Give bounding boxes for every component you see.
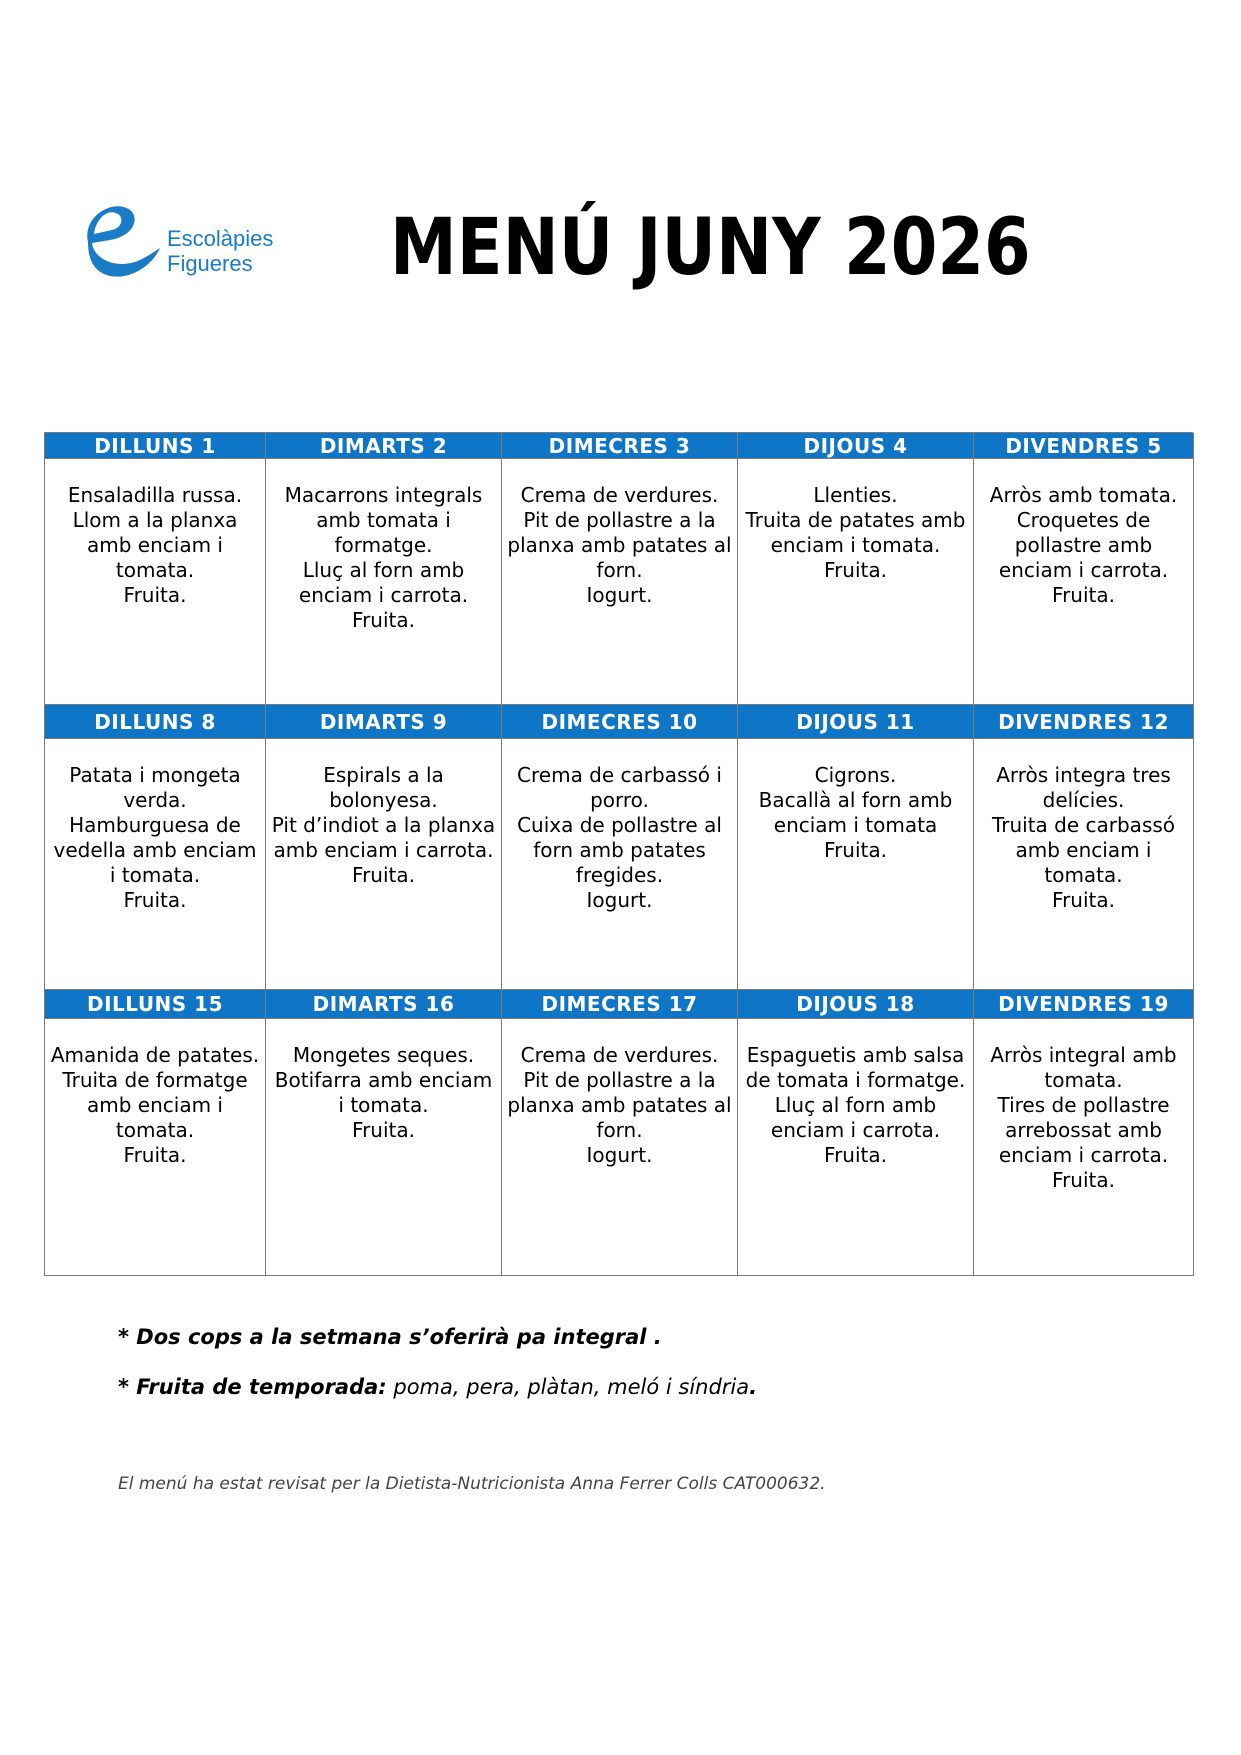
day-menu: Ensaladilla russa. Llom a la planxa amb enciam i tomata. Fruita. [45, 459, 266, 705]
day-menu: Espirals a la bolonyesa. Pit d’indiot a la planxa amb enciam i carrota. Fruita. [266, 739, 502, 990]
day-menu: Patata i mongeta verda. Hamburguesa de vedella amb enciam i tomata. Fruita. [45, 739, 266, 990]
note-fruit-list: poma, pera, plàtan, meló i síndria [386, 1375, 750, 1399]
day-header: DIVENDRES 12 [974, 705, 1194, 739]
day-menu: Llenties. Truita de patates amb enciam i tomata. Fruita. [738, 459, 974, 705]
note-fruit [118, 1374, 1118, 1400]
day-menu: Espaguetis amb salsa de tomata i formatge. Lluç al forn amb enciam i carrota. Fruita. [738, 1019, 974, 1276]
day-header: DIVENDRES 19 [974, 990, 1194, 1019]
day-menu: Crema de verdures. Pit de pollastre a la planxa amb patates al forn. Iogurt. [502, 459, 738, 705]
day-header: DIJOUS 18 [738, 990, 974, 1019]
note-bread-text: * Dos cops a la setmana s’oferirà pa integral . [118, 1325, 662, 1349]
day-menu: Crema de carbassó i porro. Cuixa de pollastre al forn amb patates fregides. Iogurt. [502, 739, 738, 990]
logo-text [167, 226, 273, 276]
day-header: DIMECRES 3 [502, 433, 738, 459]
note-fruit-end: . [749, 1375, 758, 1399]
day-header: DIVENDRES 5 [974, 433, 1194, 459]
menu-table [44, 432, 1193, 1276]
day-header: DILLUNS 1 [45, 433, 266, 459]
day-menu: Crema de verdures. Pit de pollastre a la planxa amb patates al forn. Iogurt. [502, 1019, 738, 1276]
day-menu: Amanida de patates. Truita de formatge amb enciam i tomata. Fruita. [45, 1019, 266, 1276]
day-header: DILLUNS 15 [45, 990, 266, 1019]
day-menu: Macarrons integrals amb tomata i formatge. Lluç al forn amb enciam i carrota. Fruita. [266, 459, 502, 705]
day-header: DIMECRES 10 [502, 705, 738, 739]
day-header: DIMARTS 9 [266, 705, 502, 739]
day-header: DILLUNS 8 [45, 705, 266, 739]
escolapies-e-logo-icon [78, 196, 164, 280]
day-menu: Cigrons. Bacallà al forn amb enciam i tomata Fruita. [738, 739, 974, 990]
day-menu: Mongetes seques. Botifarra amb enciam i tomata. Fruita. [266, 1019, 502, 1276]
day-menu: Arròs integral amb tomata. Tires de pollastre arrebossat amb enciam i carrota. Fruita. [974, 1019, 1194, 1276]
day-menu: Arròs amb tomata. Croquetes de pollastre amb enciam i carrota. Fruita. [974, 459, 1194, 705]
day-header: DIJOUS 4 [738, 433, 974, 459]
logo-line-1: Escolàpies [167, 226, 274, 251]
day-header: DIMECRES 17 [502, 990, 738, 1019]
logo-line-2: Figueres [167, 251, 253, 276]
school-logo [78, 196, 288, 280]
notes-section [118, 1324, 1118, 1424]
note-bread [118, 1324, 1118, 1350]
day-header: DIJOUS 11 [738, 705, 974, 739]
reviewed-by-note: El menú ha estat revisat per la Dietista-Nutricionista Anna Ferrer Colls CAT000632. [118, 1474, 826, 1494]
page-title: MENÚ JUNY 2026 [390, 203, 1031, 293]
note-fruit-label: * Fruita de temporada: [118, 1375, 387, 1399]
day-header: DIMARTS 16 [266, 990, 502, 1019]
day-menu: Arròs integra tres delícies. Truita de carbassó amb enciam i tomata. Fruita. [974, 739, 1194, 990]
day-header: DIMARTS 2 [266, 433, 502, 459]
